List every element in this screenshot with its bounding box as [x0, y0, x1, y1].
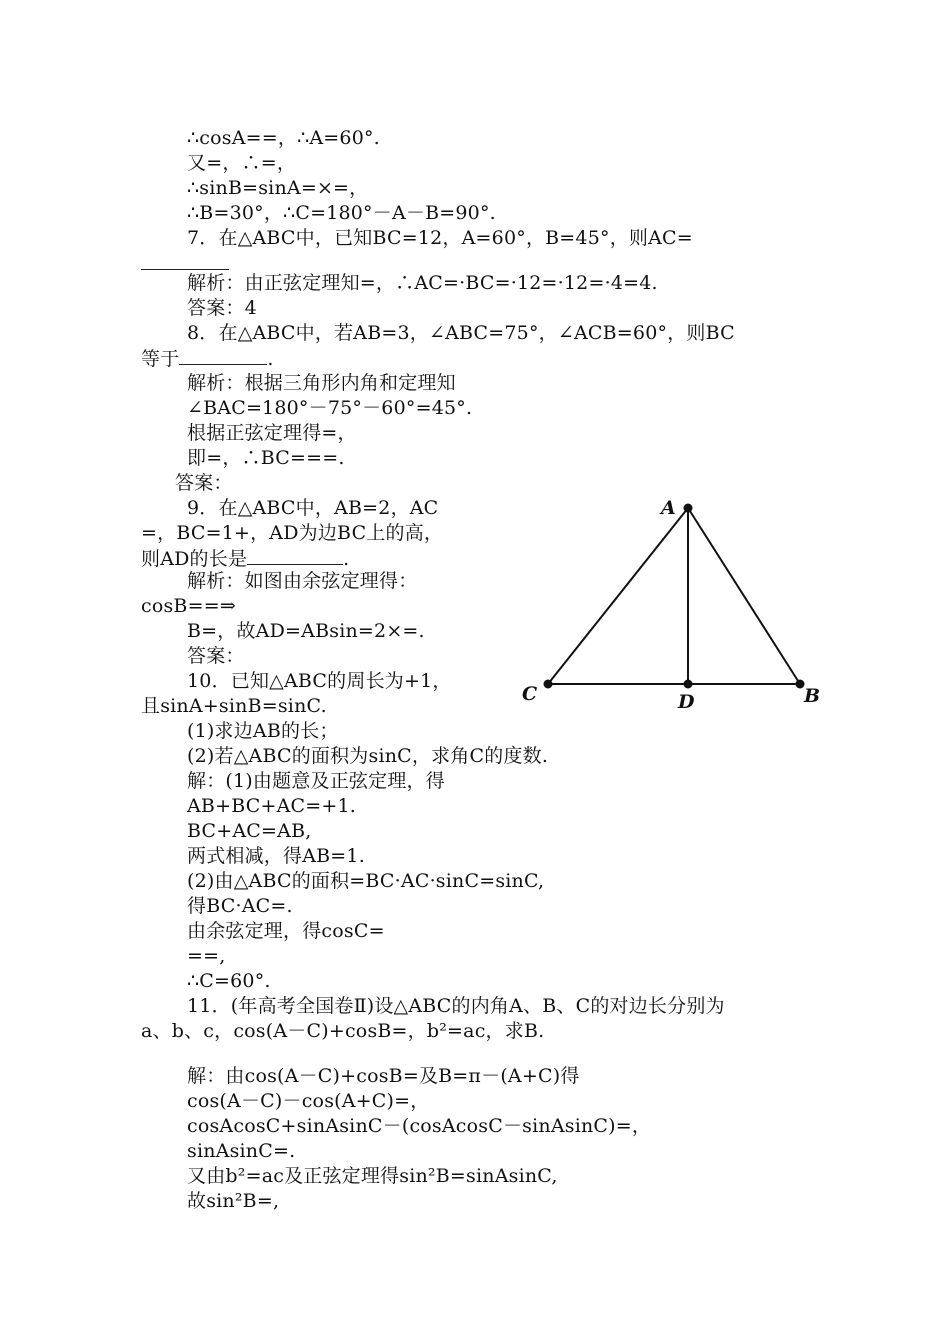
- triangle-diagram: [510, 490, 830, 720]
- answer-blank: [179, 346, 267, 365]
- text-line: ∴cosA==，∴A=60°.: [187, 127, 380, 149]
- text-line: 两式相减，得AB=1.: [187, 845, 365, 867]
- side-AC: [548, 508, 688, 684]
- text-line: 又=，∴=，: [187, 152, 297, 174]
- text-line: 8．在△ABC中，若AB=3，∠ABC=75°，∠ACB=60°，则BC: [187, 322, 735, 344]
- text-line: (2)由△ABC的面积=BC·AC·sinC=sinC,: [187, 870, 545, 892]
- point-D: [684, 680, 693, 689]
- text-line: (2)若△ABC的面积为sinC，求角C的度数.: [187, 745, 549, 767]
- text-line: 故sin²B=,: [187, 1190, 280, 1212]
- text-line: 即=，∴BC===.: [187, 447, 345, 469]
- text-line: 解析：由正弦定理知=，∴AC=·BC=·12=·12=·4=4.: [187, 272, 658, 294]
- text-line: 解：由cos(A－C)+cosB=及B=π－(A+C)得: [187, 1065, 580, 1087]
- text-span: 等于: [141, 348, 180, 370]
- text-line: ∴B=30°，∴C=180°－A－B=90°.: [187, 202, 496, 224]
- point-C: [544, 680, 553, 689]
- text-line: 答案：: [187, 645, 245, 667]
- text-line: 又由b²=ac及正弦定理得sin²B=sinAsinC,: [187, 1165, 558, 1187]
- label-B: B: [804, 685, 821, 707]
- text-line: 10．已知△ABC的周长为+1，: [187, 670, 452, 692]
- label-D: D: [678, 691, 695, 713]
- point-A: [684, 504, 693, 513]
- text-line: sinAsinC=.: [187, 1140, 296, 1162]
- text-line: 答案：: [175, 472, 233, 494]
- text-line: 9．在△ABC中，AB=2，AC: [187, 497, 439, 519]
- text-line: B=，故AD=ABsin=2×=.: [187, 620, 425, 642]
- text-line: ∠BAC=180°－75°－60°=45°.: [187, 397, 473, 419]
- text-line: (1)求边AB的长；: [187, 720, 339, 742]
- text-line: 11．(年高考全国卷Ⅱ)设△ABC的内角A、B、C的对边长分别为: [187, 995, 725, 1017]
- text-line: 解析：如图由余弦定理得：: [187, 570, 418, 592]
- text-line: 等于 .: [141, 348, 274, 370]
- text-line: ∴C=60°.: [187, 970, 271, 992]
- text-span: 则AD的长是: [141, 548, 248, 570]
- text-line: cosB==⇒: [141, 595, 236, 617]
- text-line: BC+AC=AB,: [187, 820, 312, 842]
- label-C: C: [522, 683, 538, 705]
- answer-blank: [247, 546, 343, 565]
- label-A: A: [661, 497, 676, 519]
- text-line: ==,: [187, 945, 226, 967]
- text-line: cos(A－C)－cos(A+C)=，: [187, 1090, 430, 1112]
- text-line: 7．在△ABC中，已知BC=12，A=60°，B=45°，则AC=: [187, 227, 693, 249]
- text-line: AB+BC+AC=+1.: [187, 795, 357, 817]
- triangle-figure: [510, 490, 830, 720]
- text-line: a、b、c，cos(A－C)+cosB=，b²=ac，求B.: [141, 1020, 545, 1042]
- side-AB: [688, 508, 800, 684]
- text-line: 且sinA+sinB=sinC.: [141, 695, 327, 717]
- text-line: 根据正弦定理得=，: [187, 422, 357, 444]
- text-line: 则AD的长是 .: [141, 548, 350, 570]
- text-line: ∴sinB=sinA=×=，: [187, 177, 369, 199]
- text-line: 解析：根据三角形内角和定理知: [187, 372, 456, 394]
- text-line: cosAcosC+sinAsinC－(cosAcosC－sinAsinC)=，: [187, 1115, 652, 1137]
- text-line: 得BC·AC=.: [187, 895, 293, 917]
- text-line: 由余弦定理，得cosC=: [187, 920, 385, 942]
- answer-blank: [141, 251, 229, 270]
- text-line: =，BC=1+，AD为边BC上的高，: [141, 522, 444, 544]
- text-line: 解：(1)由题意及正弦定理，得: [187, 770, 445, 792]
- text-line: 答案：4: [187, 297, 257, 319]
